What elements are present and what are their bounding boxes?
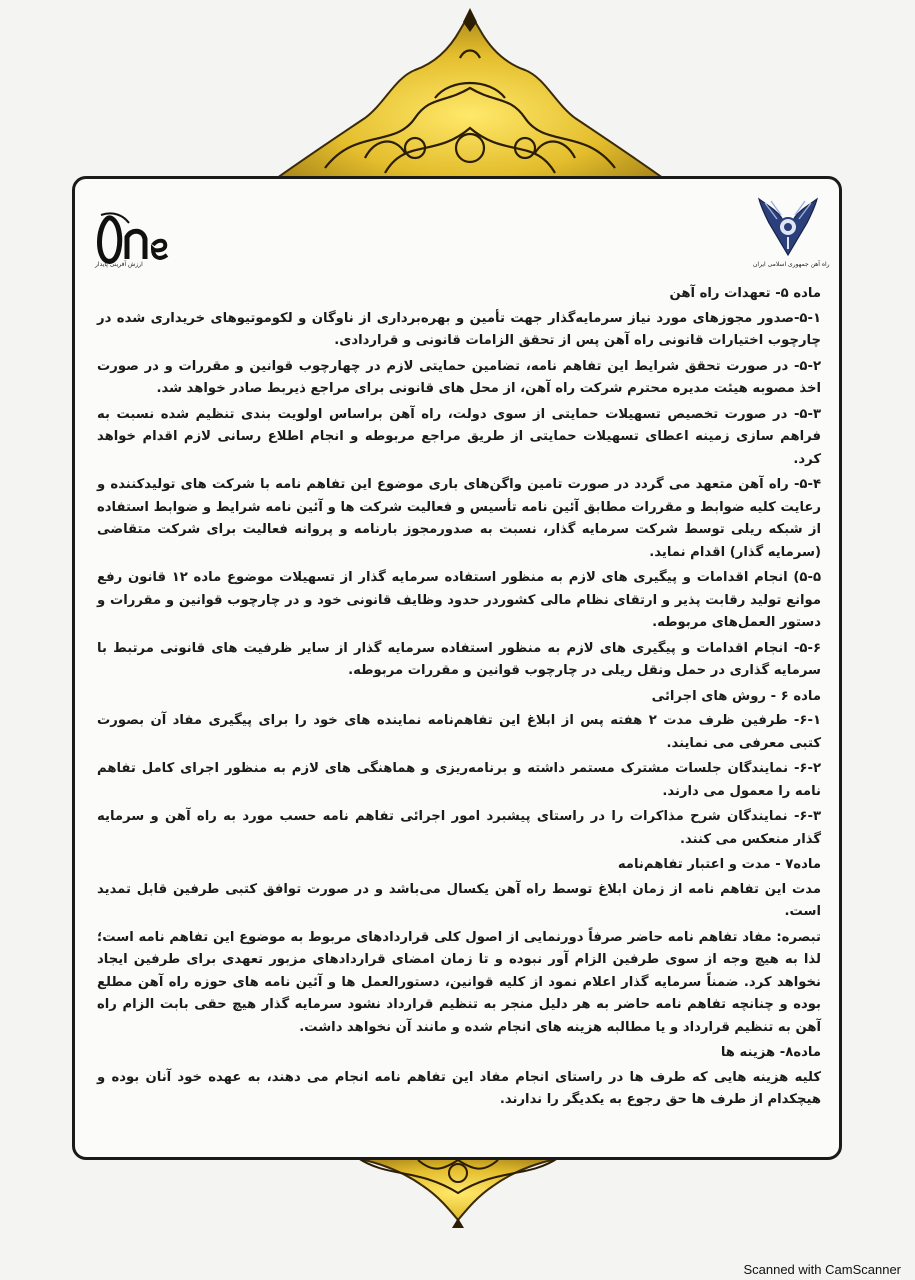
section-title: ماده ۶ - روش های اجرائی [651,688,821,704]
clause-paragraph: ۵-۲- در صورت تحقق شرایط این تفاهم نامه، تضامین حمایتی لازم در چهارچوب قوانین و مقررات و در صورت اخذ مصوبه هیئت مدیره محترم شرکت راه آهن، از محل های قانونی برای مراجع ذیربط صادر خواهد شد. [97,358,821,396]
clause-paragraph: تبصره: مفاد تفاهم نامه حاضر صرفاً دورنمایی از اصول کلی قراردادهای مربوط به موضوع این تفاهم نامه است؛ لذا به هیچ وجه از سوی طرفین الزام آور نبوده و تا زمان امضای قراردادهای مزبور تعهدی برای طرفین ایجاد نخواهد کرد. ضمناً سرمایه گذار اعلام نمود از کلیه قوانین، دستورالعمل ها و آئین نامه های حوزه راه آهن مطلع بوده و چنانچه تفاهم نامه حاضر به هر دلیل منجر به تنظیم قرارداد نشود سرمایه گذار هیچ حقی بابت الزام راه آهن به تنظیم قرارداد و یا مطالبه هزینه های انجام شده و مانند آن نخواهد داشت. [97,929,821,1035]
railway-emblem [753,193,830,268]
clause-paragraph: مدت این تفاهم نامه از زمان ابلاغ توسط راه آهن یکسال می‌باشد و در صورت توافق کتبی طرفین قابل تمدید است. [97,881,821,919]
one-logo-caption: ارزش آفرینی پایدار [95,261,143,268]
clause-paragraph: ۶-۱- طرفین ظرف مدت ۲ هفته پس از ابلاغ این تفاهم‌نامه نماینده های خود را برای پیگیری مفاد آن بصورت کتبی معرفی می نمایند. [97,713,821,751]
clause-paragraph: ۵-۱-صدور مجوزهای مورد نیاز سرمایه‌گذار جهت تأمین و بهره‌برداری از ناوگان و لکوموتیوهای خریداری شده در چارچوب اختیارات قانونی راه آهن پس از تحقق الزامات قانونی و قراردادی. [97,310,821,348]
bottom-ornament [318,1148,598,1230]
section-title: ماده۸- هزینه ها [720,1045,821,1060]
section-title: ماده۷ - مدت و اعتبار تفاهم‌نامه [617,857,821,872]
winged-emblem-icon [757,193,819,259]
clause-paragraph: ۶-۲- نمایندگان جلسات مشترک مستمر داشته و برنامه‌ریزی و هماهنگی های لازم به منظور اجرای کامل تفاهم نامه را معمول می دارند. [97,761,821,799]
clause-paragraph: ۶-۳- نمایندگان شرح مذاکرات را در راستای پیشبرد امور اجرائی تفاهم نامه حسب مورد به راه آهن و سرمایه گذار منعکس می کنند. [97,809,821,847]
clause-paragraph: ۵-۵) انجام اقدامات و پیگیری های لازم به منظور استفاده سرمایه گذار از تسهیلات موضوع ماده ۱۲ قانون رفع موانع تولید رقابت پذیر و ارتقای نظام مالی کشوردر حدود وظایف قانونی خود و در چارچوب قوانین و مقررات و دستور العمل‌های مربوطه. [97,570,821,630]
document-frame [72,176,842,1160]
document-body [97,283,821,1115]
clause-paragraph: ۵-۶- انجام اقدامات و پیگیری های لازم به منظور استفاده سرمایه گذار از سایر ظرفیت های قانونی مرتبط با سرمایه گذاری در حمل ونقل ریلی در چارچوب قوانین و مقررات مربوطه. [97,640,821,678]
emblem-caption: راه آهن جمهوری اسلامی ایران [753,261,830,268]
section-title: ماده ۵- تعهدات راه آهن [669,286,821,301]
clause-paragraph: ۵-۳- در صورت تخصیص تسهیلات حمایتی از سوی دولت، راه آهن براساس اولویت بندی تنظیم شده نسبت به فراهم سازی زمینه اعطای تسهیلات حمایتی از طریق مراجع مربوطه و انجام اطلاع رسانی لازم اقدام خواهد کرد. [97,406,821,467]
camscanner-footer: Scanned with CamScanner [743,1262,901,1277]
clause-paragraph: کلیه هزینه هایی که طرف ها در راستای انجام مفاد این تفاهم نامه انجام می دهند، به عهده خود آنان بوده و هیچکدام از طرف ها حق رجوع به یکدیگر را ندارند. [97,1069,821,1107]
clause-paragraph: ۵-۴- راه آهن متعهد می گردد در صورت تامین واگن‌های باری موضوع این تفاهم نامه با شرکت های تولیدکننده و رعایت کلیه ضوابط و مقررات مطابق آئین نامه تأسیس و فعالیت شرکت ها و آئین نامه شرایط و ضوابط استفاده از شبکه ریلی توسط شرکت سرمایه گذار، نسبت به صدورمجوز بارنامه و پروانه فعالیت برای شرکت متقاضی (سرمایه گذار) اقدام نماید. [97,477,821,560]
